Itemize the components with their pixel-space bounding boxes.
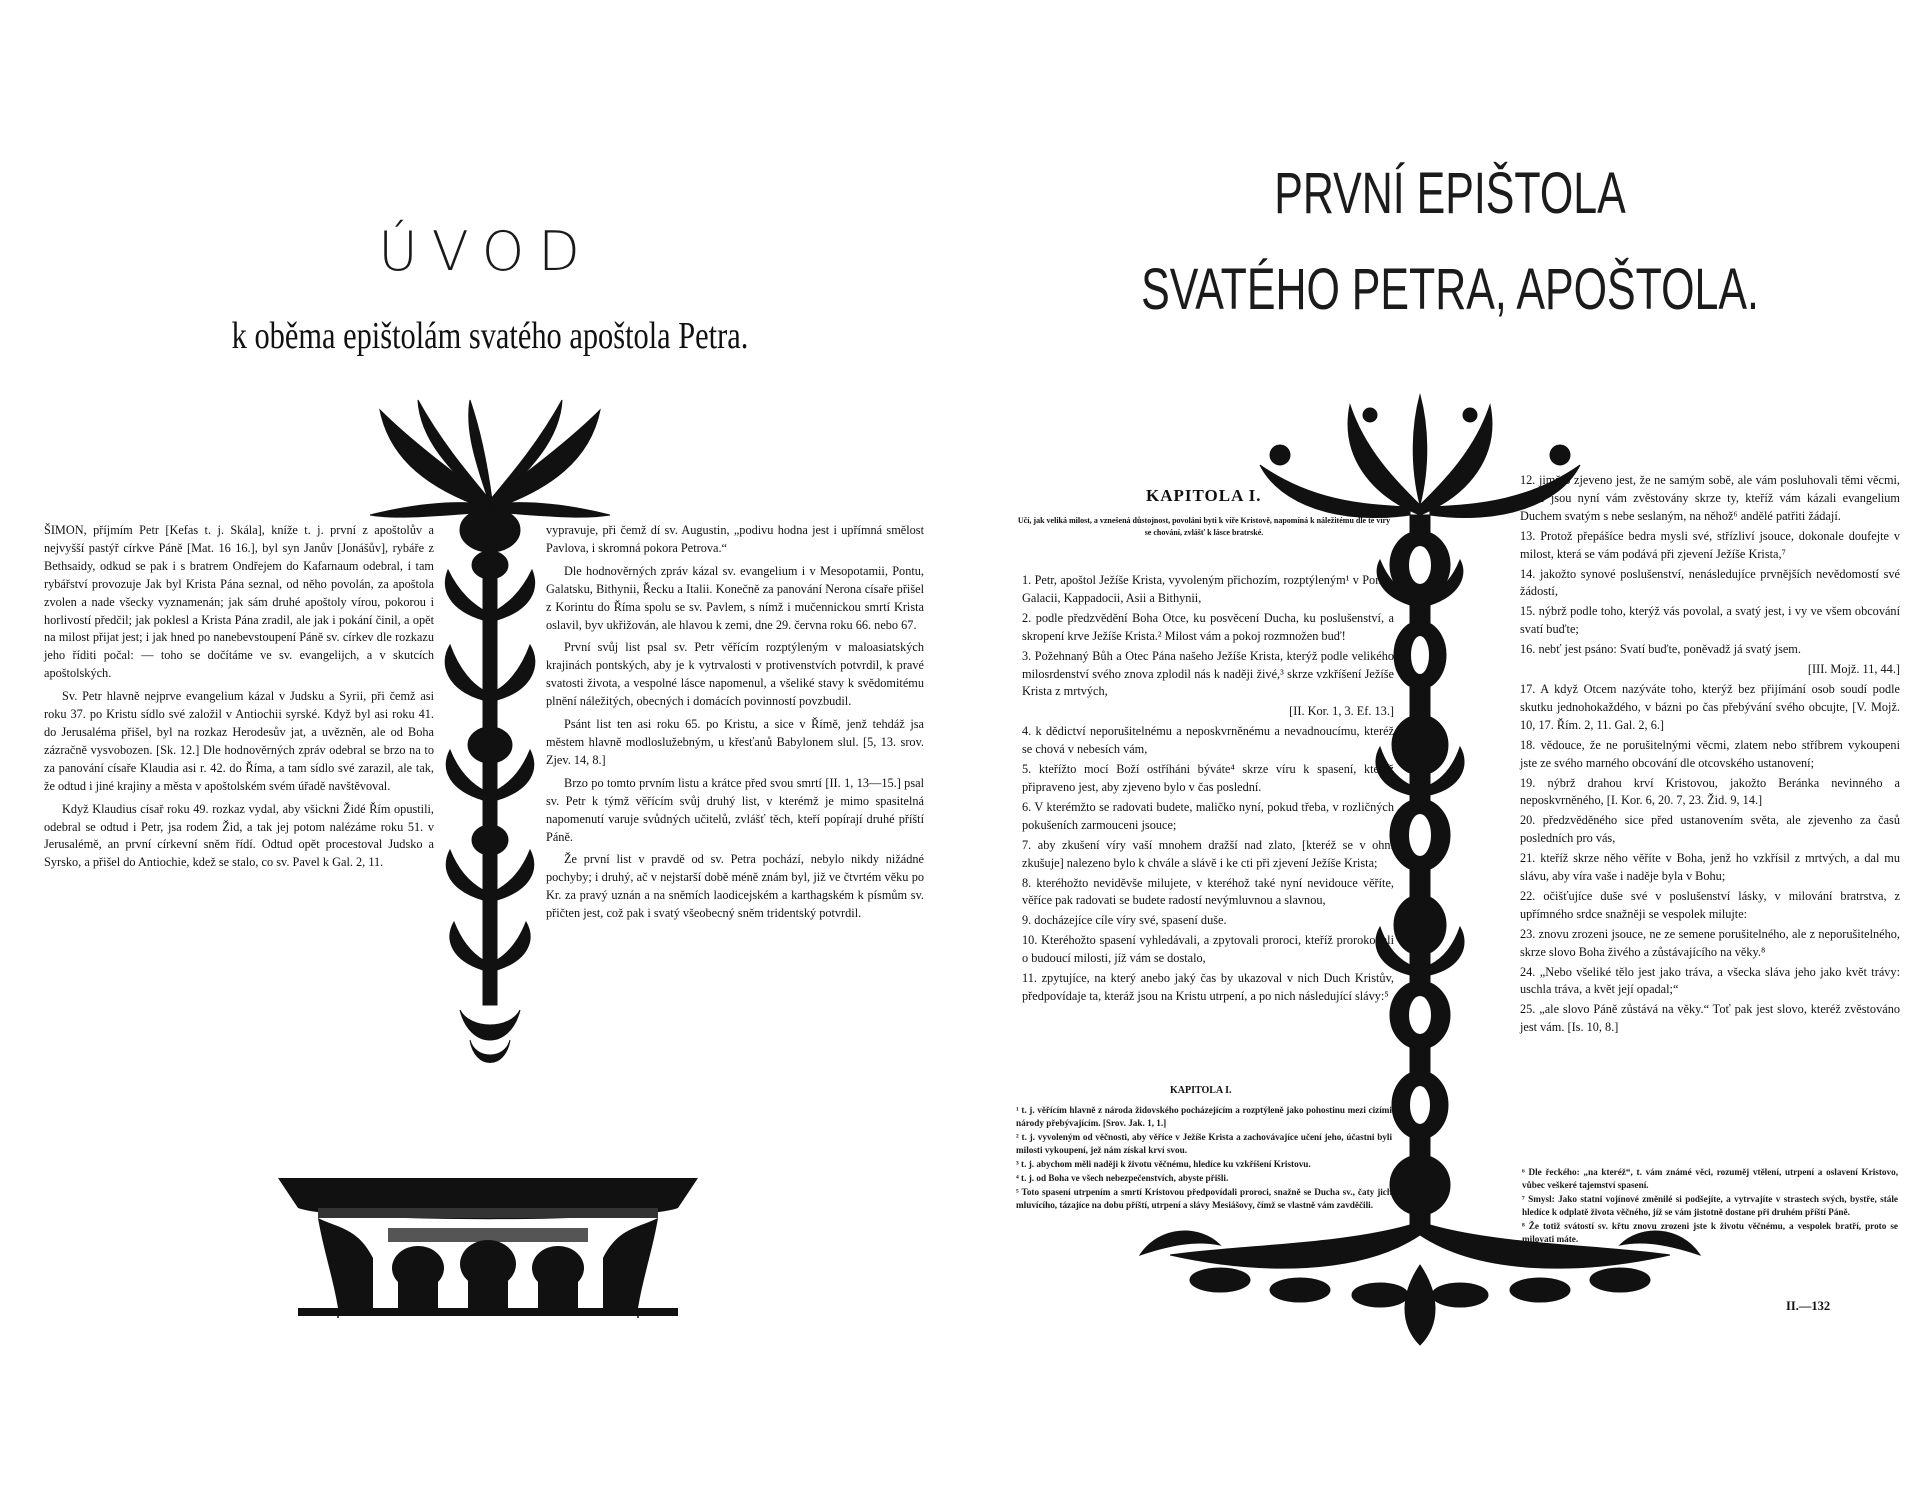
- intro-paragraph: Brzo po tomto prvním listu a krátce před svou smrtí [II. 1, 13—15.] psal sv. Petr k týmž věřícím svůj druhý list, v kterémž je mimo spasitelná napomenutí varuje svůdných učitelů, zvlášť těch, kteří popírají druhé příští Páně.: [546, 775, 924, 844]
- verse: 2. podle předzvědění Boha Otce, ku posvěcení Ducha, ku poslušenství, a skropení krve Ježíše Krista.² Milost vám a pokoj rozmnožen buď!: [1022, 610, 1394, 643]
- chapter-summary: Učí, jak veliká milost, a vznešená důstojnost, povoláni byti k víře Kristově, napomíná k náležitému dle té víry se chování, zvlášť k lásce bratrské.: [1017, 516, 1391, 537]
- intro-column-2: [546, 522, 924, 928]
- verse: 5. kteřížto mocí Boží ostříháni býváte⁴ skrze víru k spasení, kteréž připraveno jest, aby zjeveno bylo v čas poslední.: [1022, 762, 1394, 794]
- intro-paragraph: Když Klaudius císař roku 49. rozkaz vydal, aby všickni Židé Řím opustili, odebral se odtud i Petr, jsa rodem Žid, a tak jej potom nalézáme roku 51. v Jerusalémě, an první církevní sněm řídí. Odtud opět procestoval Judsko a Syrsko, a přišel do Antiochie, kdež se stalo, co sv. Pavel k Gal. 2, 11.: [44, 801, 434, 870]
- verse: 11. zpytujíce, na který anebo jaký čas by ukazoval v nich Duch Kristův, předpovídaje ta, kteráž jsou na Kristu utrpení, a po nich následující slávy:⁵: [1022, 971, 1394, 1003]
- verse: 1. Petr, apoštol Ježíše Krista, vyvoleným přichozím, rozptýleným¹ v Pontu, Galacii, Kappadocii, Asii a Bithynii,: [1022, 573, 1394, 605]
- intro-paragraph: Sv. Petr hlavně nejprve evangelium kázal v Judsku a Syrii, při čemž asi roku 37. po Kristu sídlo své založil v Antiochii syrské. Když byl asi roku 41. do Jerusaléma přišel, byl na rozkaz Herodesův jat, a uvězněn, ale od Boha zázračně vysvobozen. [Sk. 12.] Dle hodnověrných zpráv odebral se brzo na to za panování císaře Klaudia asi r. 42. do Říma, a tam sídlo své zarazil, ale tak, že odtud i jiné krajiny a města v apoštolském svém úřadě navštěvoval.: [44, 689, 434, 793]
- footnote: ² t. j. vyvoleným od věčnosti, aby věříce v Ježíše Krista a zachovávajíce učení jeho, účastni byli milosti vykoupení, jež nám získal krví svou.: [1016, 1132, 1392, 1155]
- verse: 17. A když Otcem nazýváte toho, kterýž bez přijímání osob soudí podle skutku jednohokaždého, v bázni po čas přebývání svého obcujte, [V. Mojž. 10, 17. Řím. 2, 11. Gal. 2, 6.]: [1520, 681, 1900, 732]
- verse: 20. předzvěděného sice před ustanovením světa, ale zjevenho za časů posledních pro vás,: [1520, 813, 1900, 846]
- verse: 7. aby zkušení víry vaší mnohem dražší nad zlato, [kteréž se v ohni zkušuje] nalezeno bylo k chvále a slávě i ke cti při zjevení Ježíše Krista;: [1022, 837, 1394, 870]
- page-number: II.—132: [1786, 1299, 1831, 1313]
- footnote: ⁵ Toto spasení utrpením a smrtí Kristovou předpovídali proroci, snažně se Ducha sv., čaty jich mluvícího, tázajíce na dobu příští, utrpení a slávy Mesiášovy, čímž se vlastně vám zavděčili.: [1016, 1187, 1392, 1210]
- footnotes-right: [1522, 1166, 1898, 1247]
- verse: 6. V kterémžto se radovati budete, maličko nyní, pokud třeba, v rozličných pokušeních zarmouceni jsouce;: [1022, 799, 1394, 832]
- verse: 22. očišťujíce duše své v poslušenství lásky, v milování bratrstva, z upřímného srdce snažněji se vespolek milujte:: [1520, 888, 1900, 921]
- chapter-heading: KAPITOLA I.: [1146, 486, 1262, 505]
- intro-paragraph: Že první list v pravdě od sv. Petra pochází, nebylo nikdy nižádné pochyby; i druhý, ač v nejstarší době méně znám byl, již ve čtvrtém věku po Kr. za pravý uznán a na sněmích laodicejském a karthagském k písmům sv. přičten jest, což pak i svatý všeobecný sněm tridentský potvrdil.: [546, 852, 924, 921]
- verse: 9. docházejíce cíle víry své, spasení duše.: [1022, 913, 1227, 928]
- footnote: ⁶ Dle řeckého: „na kteréž“, t. vám známé věci, rozuměj vtělení, utrpení a oslavení Kristovo, vůbec veškeré tajemství spasení.: [1522, 1167, 1898, 1190]
- intro-title: ÚVOD: [378, 220, 594, 283]
- epistle-title-line-1: PRVNÍ EPIŠTOLA: [1274, 161, 1626, 226]
- footnote: ¹ t. j. věřícím hlavně z národa židovského pocházejícím a rozptýleně jako pohostinu mezi cizími národy přebývajícím. [Srov. Jak. 1, 1.]: [1016, 1105, 1392, 1128]
- intro-paragraph: Dle hodnověrných zpráv kázal sv. evangelium i v Mesopotamii, Pontu, Galatsku, Bithynii, Řecku a Italii. Konečně za panování Nerona císaře přišel z Korintu do Říma spolu se sv. Pavlem, s nímž i mučennickou smrtí Krista oslavil, byv ukřižován, ale hlavou k zemi, dne 29. června roku 66. nebo 67.: [546, 563, 924, 632]
- verses-column-right: [1520, 472, 1900, 1039]
- footnote: ⁷ Smysl: Jako statni vojínové změnilé si podšejíte, a vytrvajíte v strastech svých, bystře, stále hledíce k odplatě života věčného, jíž se vám jistotně dostane při druhém příští Páně.: [1522, 1194, 1898, 1217]
- intro-paragraph: Psánt list ten asi roku 65. po Kristu, a sice v Římě, jenž tehdáž jsa městem hlavně modloslužebným, u křesťanů Babylonem slul. [5, 13. srov. Zjev. 14, 8.]: [546, 717, 924, 767]
- epistle-title-line-2: SVATÉHO PETRA, APOŠTOLA.: [1141, 257, 1759, 322]
- verse: 15. nýbrž podle toho, kterýž vás povolal, a svatý jest, i vy ve všem obcování svatí buďte;: [1520, 604, 1900, 637]
- intro-column-1: [44, 522, 434, 877]
- verse: 12. jimžto zjeveno jest, že ne samým sobě, ale vám posluhovali těmi věcmi, které jsou nyní vám zvěstovány skrze ty, kteříž vám kázali evangelium Duchem svatým s nebe seslaným, na něhož⁶ andělé patřiti žádají.: [1520, 473, 1900, 523]
- verse: 13. Protož přepášíce bedra mysli své, střízliví jsouce, dokonale doufejte v milost, která se vám podává při zjevení Ježíše Krista,⁷: [1520, 528, 1900, 561]
- intro-paragraph: vypravuje, při čemž dí sv. Augustin, „podivu hodna jest i upřímná smělost Pavlova, i skromná pokora Petrova.“: [546, 523, 924, 555]
- verse: 16. nebť jest psáno: Svatí buďte, poněvadž já svatý jsem.: [1520, 642, 1801, 657]
- verse: 10. Kteréhožto spasení vyhledávali, a zpytovali proroci, kteříž prorokovali o budoucí milosti, jíž vám se dostalo,: [1022, 933, 1394, 966]
- verse: 18. vědouce, že ne porušitelnými věcmi, zlatem nebo stříbrem vykoupeni jste ze svého marného obcování dle otcovského ustanovení;: [1520, 737, 1900, 770]
- footnotes-left: [1016, 1104, 1392, 1213]
- verses-column-left: [1022, 572, 1394, 1008]
- footnote: ⁴ t. j. od Boha ve všech nebezpečenstvích, abyste přišli.: [1016, 1173, 1229, 1183]
- verse: 3. Požehnaný Bůh a Otec Pána našeho Ježíše Krista, kterýž podle velikého milosrdenství svého znova zplodil nás k naději živé,³ skrze vzkříšení Ježíše Krista z mrtvých,: [1022, 648, 1394, 699]
- verse: 21. kteříž skrze něho věříte v Boha, jenž ho vzkřísil z mrtvých, a dal mu slávu, aby víra vaše i naděje byla v Bohu;: [1520, 851, 1900, 884]
- footnote: ⁸ Že totiž svátostí sv. křtu znovu zrozeni jste k životu věčnému, a vespolek bratří, proto se milovati máte.: [1522, 1221, 1898, 1244]
- footnote-heading: KAPITOLA I.: [1170, 1085, 1232, 1096]
- verse-reference: [III. Mojž. 11, 44.]: [1807, 662, 1900, 677]
- verse: 14. jakožto synové poslušenství, nenásledujíce prvnějších nevědomostí své žádostí,: [1520, 566, 1900, 599]
- verse-reference: [II. Kor. 1, 3. Ef. 13.]: [1289, 704, 1394, 719]
- footnote: ³ t. j. abychom měli naději k životu věčnému, hledíce ku vzkříšení Kristovu.: [1016, 1159, 1311, 1169]
- verse: 8. kteréhožto neviděvše milujete, v kteréhož také nyní nevidouce věříte, věříce pak radovati se budete radostí nevýmluvnou a slavnou,: [1022, 875, 1394, 908]
- verse: 4. k dědictví neporušitelnému a neposkvrněnému a nevadnoucímu, kteréž se chová v nebesích vám,: [1022, 724, 1394, 757]
- verse: 24. „Nebo všeliké tělo jest jako tráva, a všecka sláva jeho jako květ trávy: uschla tráva, a květ její opadal;“: [1520, 964, 1900, 997]
- verse: 25. „ale slovo Páně zůstává na věky.“ Toť pak jest slovo, kteréž zvěstováno jest vám. [Is. 10, 8.]: [1520, 1002, 1900, 1035]
- intro-paragraph: První svůj list psal sv. Petr věřícím rozptýleným v maloasiatských krajinách pontských, aby je k vytrvalosti v protivenstvích potvrdil, k pravé svatosti života, a vespolné lásce napomenul, a všeliké stavy k svědomitému plnění náležitých, obecných i domácích povinností povzbudil.: [546, 640, 924, 709]
- intro-subtitle: k oběma epištolám svatého apoštola Petra.: [231, 315, 749, 357]
- basin-illustration: [278, 1168, 698, 1318]
- verse: 23. znovu zrozeni jsouce, ne ze semene porušitelného, ale z neporušitelného, skrze slovo Boha živého a zůstávajícího na věky.⁸: [1520, 926, 1900, 959]
- intro-paragraph: ŠIMON, příjmím Petr [Kefas t. j. Skála], kníže t. j. první z apoštolův a nejvyšší pastýř církve Páně [Mat. 16 16.], byl syn Janův [Jonášův], rybáře z Bethsaidy, odkud se pak i s bratrem Ondřejem do Kafarnaum odebral, i tam rybářství provozuje Jak byl Krista Pána seznal, od něho povolán, za apoštola zvolen a nade všecky vyznamenán; jak sám druhé apoštoly vírou, pokorou i horlivostí předčil; jak poklesl a Krista Pána zradil, ale jak i pokání činil, a opět na milost přijat jest; i jak hned po nanebevstoupení Páně sv. církev dle rozkazu jeho říditi počal: — toho se dočítáme ve sv. evangelijch, a v skutcích apoštolských.: [44, 523, 434, 681]
- verse: 19. nýbrž drahou krví Kristovou, jakožto Beránka nevinného a neposkvrněného, [I. Kor. 6, 20. 7, 23. Žid. 9, 14.]: [1520, 775, 1900, 808]
